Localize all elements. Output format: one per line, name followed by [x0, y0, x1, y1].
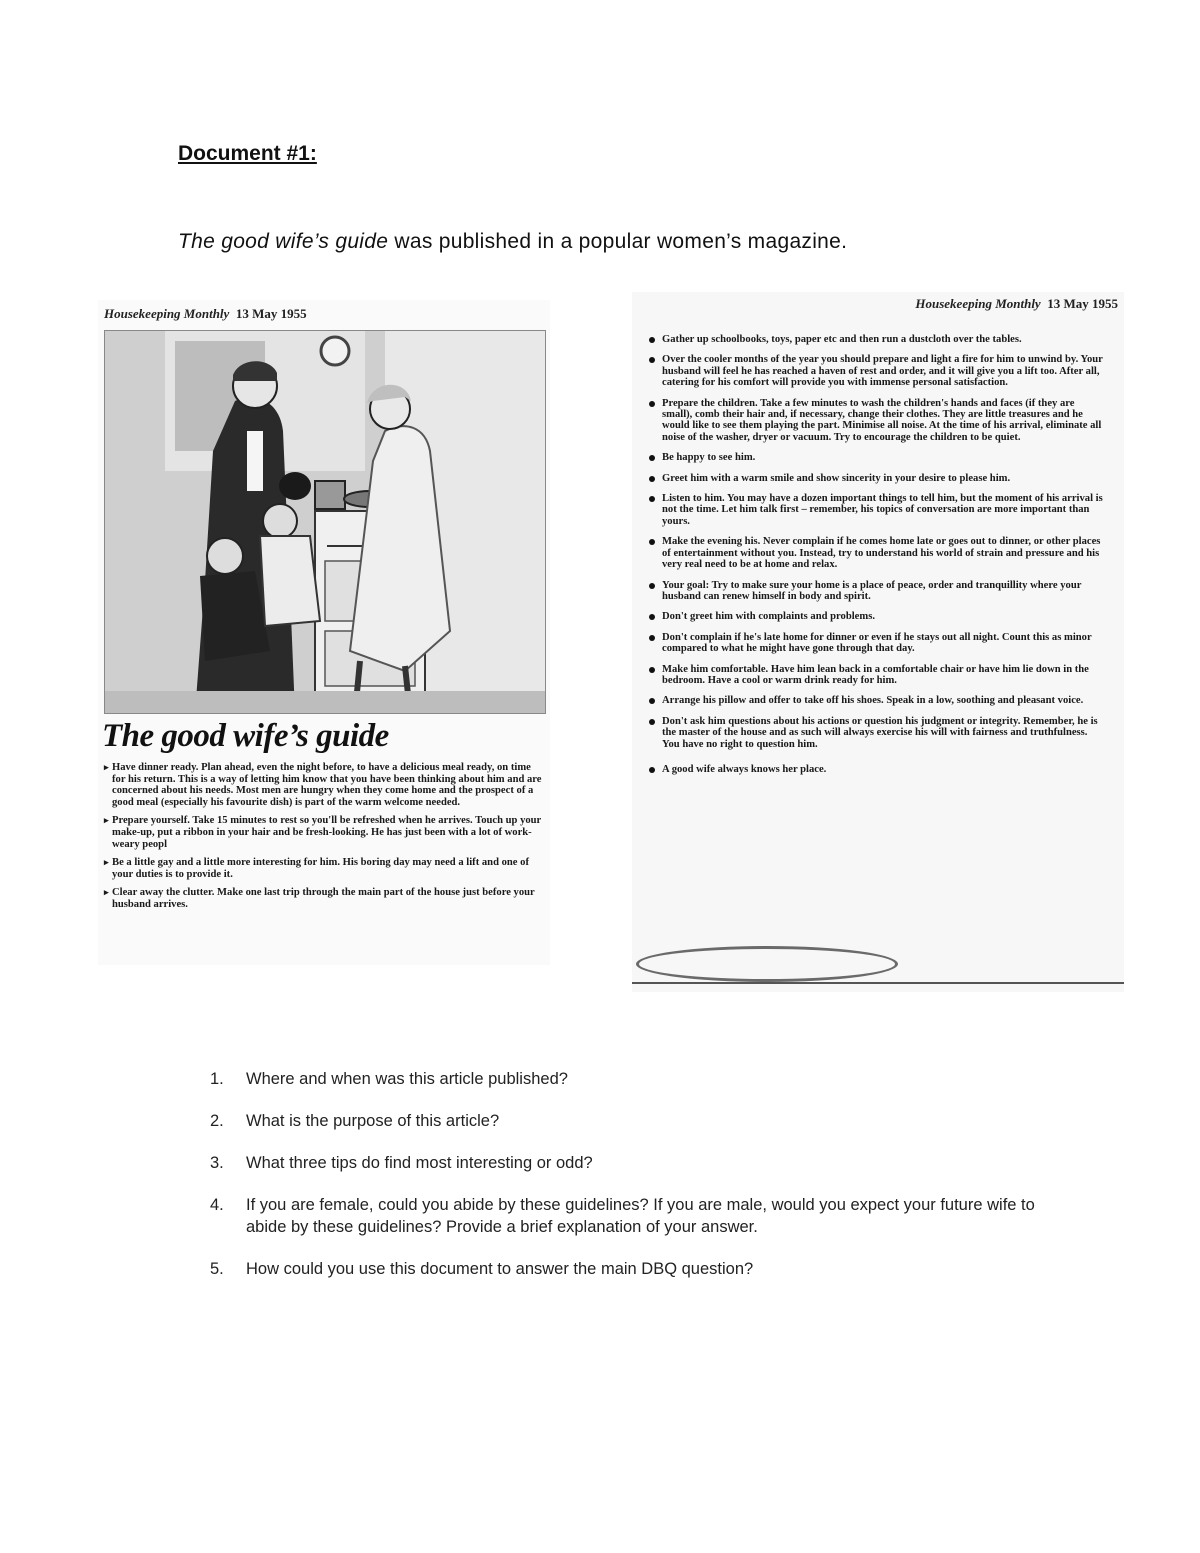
- tip-item: Make the evening his. Never complain if he comes home late or goes out to dinner, or other places of entertainment without you. Instead, try to understand his world of strain and pressure and his very real need to be at home and relax.: [646, 536, 1106, 570]
- question-text: How could you use this document to answer the main DBQ question?: [246, 1260, 754, 1278]
- question-number: 4.: [210, 1196, 224, 1214]
- question-item: [210, 1194, 1070, 1238]
- tip-item: Listen to him. You may have a dozen important things to tell him, but the moment of his arrival is not the time. Let him talk first – remember, his topics of conversation are more important than yours.: [646, 493, 1106, 527]
- question-number: 5.: [210, 1260, 224, 1278]
- kitchen-scene-image: [105, 331, 545, 713]
- question-number: 3.: [210, 1154, 224, 1172]
- question-text: What three tips do find most interesting or odd?: [246, 1154, 593, 1172]
- clipping-right: [632, 292, 1124, 992]
- left-tips-list: [106, 762, 546, 918]
- tip-item: Over the cooler months of the year you should prepare and light a fire for him to unwind by. Your husband will feel he has reached a haven of rest and order, and it will give you a lift too. After all, catering for his comfort will provide you with immense personal satisfaction.: [646, 354, 1106, 388]
- tip-item: Don't ask him questions about his actions or question his judgment or integrity. Remember, he is the master of the house and as such will always exercise his will with fairness and truthfulness. You have no right to question him.: [646, 716, 1106, 750]
- intro-title: The good wife’s guide: [178, 230, 389, 253]
- tip-item-circled: A good wife always knows her place.: [646, 764, 826, 775]
- question-text: Where and when was this article published?: [246, 1070, 568, 1088]
- intro-text: was published in a popular women’s magazine.: [388, 230, 848, 253]
- vintage-illustration: [104, 330, 546, 714]
- clipping-rule: [632, 982, 1124, 984]
- question-item: [210, 1110, 1070, 1132]
- masthead-left: [104, 306, 307, 322]
- tip-item: Don't greet him with complaints and problems.: [646, 611, 1106, 622]
- tip-item: Be happy to see him.: [646, 452, 1106, 463]
- tip-item: ▸ Prepare yourself. Take 15 minutes to rest so you'll be refreshed when he arrives. Touch up your make-up, put a ribbon in your hair and be fresh-looking. He has just been with a lot of work-weary peopl: [106, 815, 546, 850]
- question-number: 2.: [210, 1112, 224, 1130]
- question-item: [210, 1152, 1070, 1174]
- question-text: What is the purpose of this article?: [246, 1112, 500, 1130]
- tip-item: ▸ Clear away the clutter. Make one last trip through the main part of the house just before your husband arrives.: [106, 887, 546, 910]
- right-tips-list: [646, 334, 1106, 784]
- tip-item: Make him comfortable. Have him lean back in a comfortable chair or have him lie down in the bedroom. Have a cool or warm drink ready for him.: [646, 664, 1106, 687]
- clipping-left: [98, 300, 550, 965]
- tip-item: Gather up schoolbooks, toys, paper etc and then run a dustcloth over the tables.: [646, 334, 1106, 345]
- question-number: 1.: [210, 1070, 224, 1088]
- question-text: If you are female, could you abide by these guidelines? If you are male, would you expect your future wife to abide by these guidelines? Provide a brief explanation of your answer.: [246, 1196, 1035, 1236]
- question-list: [210, 1068, 1070, 1300]
- tip-item: Don't complain if he's late home for dinner or even if he stays out all night. Count this as minor compared to what he might have gone through that day.: [646, 632, 1106, 655]
- document-heading: Document #1:: [178, 142, 317, 165]
- publication-date: 13 May 1955: [1047, 296, 1118, 311]
- tip-item: Prepare the children. Take a few minutes to wash the children's hands and faces (if they are small), comb their hair and, if necessary, change their clothes. They are little treasures and he would like to see them playing the part. Minimise all noise. At the time of his arrival, eliminate all noise of the washer, dryer or vacuum. Try to encourage the children to be quiet.: [646, 398, 1106, 444]
- guide-title: The good wife’s guide: [102, 718, 389, 754]
- question-item: [210, 1258, 1070, 1280]
- tip-item: ▸ Have dinner ready. Plan ahead, even the night before, to have a delicious meal ready, on time for his return. This is a way of letting him know that you have been thinking about him and are concerned about his needs. Most men are hungry when they come home and the prospect of a good meal (especially his favourite dish) is part of the warm welcome needed.: [106, 762, 546, 808]
- masthead-right: [915, 296, 1118, 312]
- tip-item: ▸ Be a little gay and a little more interesting for him. His boring day may need a lift and one of your duties is to provide it.: [106, 857, 546, 880]
- question-item: [210, 1068, 1070, 1090]
- intro-line: [178, 230, 847, 254]
- publication-date: 13 May 1955: [235, 306, 307, 321]
- tip-item: Greet him with a warm smile and show sincerity in your desire to please him.: [646, 473, 1106, 484]
- tip-item: Your goal: Try to make sure your home is a place of peace, order and tranquillity where your husband can renew himself in body and spirit.: [646, 580, 1106, 603]
- magazine-name: Housekeeping Monthly: [915, 296, 1041, 311]
- magazine-name: Housekeeping Monthly: [104, 306, 230, 321]
- hand-drawn-circle: [636, 946, 898, 982]
- tip-item: Arrange his pillow and offer to take off his shoes. Speak in a low, soothing and pleasant voice.: [646, 695, 1106, 706]
